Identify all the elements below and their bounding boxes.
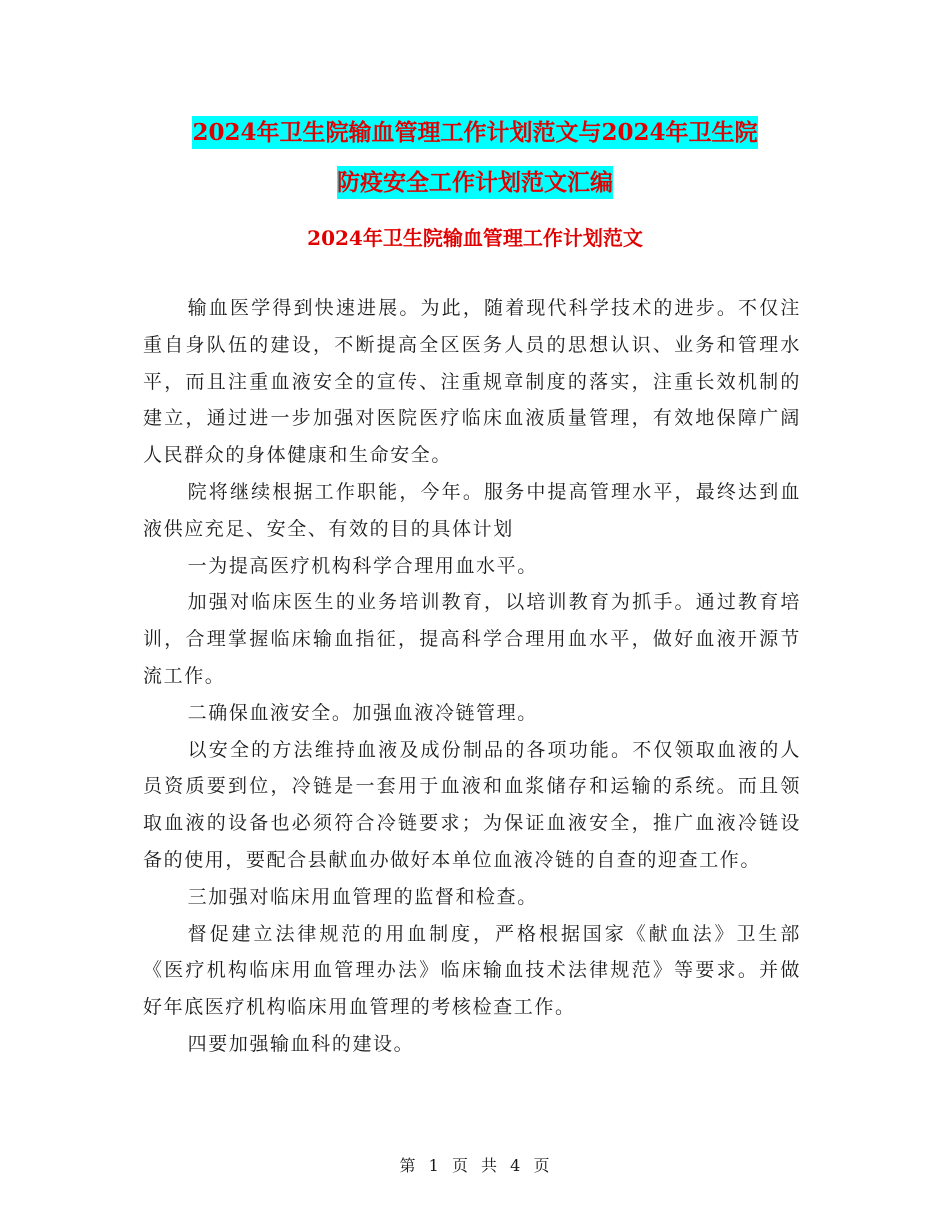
paragraph-4: 加强对临床医生的业务培训教育，以培训教育为抓手。通过教育培训，合理掌握临床输血指征，提高科学合理用血水平，做好血液开源节流工作。 [143,591,801,687]
document-body [143,290,801,1063]
footer-label-page: 第 [399,1156,417,1175]
footer-label-unit: 页 [451,1156,469,1175]
document-title [140,108,810,208]
footer-current-page: 1 [428,1156,440,1175]
footer-label-unit-2: 页 [533,1156,551,1175]
footer-total-pages: 4 [510,1156,522,1175]
paragraph-2: 院将继续根据工作职能，今年。服务中提高管理水平，最终达到血液供应充足、安全、有效的目的具体计划 [143,480,801,540]
page-footer [0,1154,950,1178]
paragraph-8: 督促建立法律规范的用血制度，严格根据国家《献血法》卫生部《医疗机构临床用血管理办法》临床输血技术法律规范》等要求。并做好年底医疗机构临床用血管理的考核检查工作。 [143,922,801,1019]
document-title-line-1: 2024年卫生院输血管理工作计划范文与2024年卫生院 [192,116,757,149]
paragraph-3: 一为提高医疗机构科学合理用血水平。 [187,554,538,577]
document-title-line-2: 防疫安全工作计划范文汇编 [337,166,613,199]
paragraph-5: 二确保血液安全。加强血液冷链管理。 [187,701,538,724]
paragraph-1: 输血医学得到快速进展。为此，随着现代科学技术的进步。不仅注重自身队伍的建设，不断提高全区医务人员的思想认识、业务和管理水平，而且注重血液安全的宣传、注重规章制度的落实，注重长效机制的建立，通过进一步加强对医院医疗临床血液质量管理，有效地保障广阔人民群众的身体健康和生命安全。 [143,297,801,467]
paragraph-6: 以安全的方法维持血液及成份制品的各项功能。不仅领取血液的人员资质要到位，冷链是一套用于血液和血浆储存和运输的系统。而且领取血液的设备也必须符合冷链要求；为保证血液安全，推广血液冷链设备的使用，要配合县献血办做好本单位血液冷链的自查的迎查工作。 [143,738,801,871]
footer-label-total: 共 [481,1156,499,1175]
section-heading: 2024年卫生院输血管理工作计划范文 [307,226,643,250]
paragraph-9: 四要加强输血科的建设。 [187,1032,415,1055]
paragraph-7: 三加强对临床用血管理的监督和检查。 [187,885,538,908]
